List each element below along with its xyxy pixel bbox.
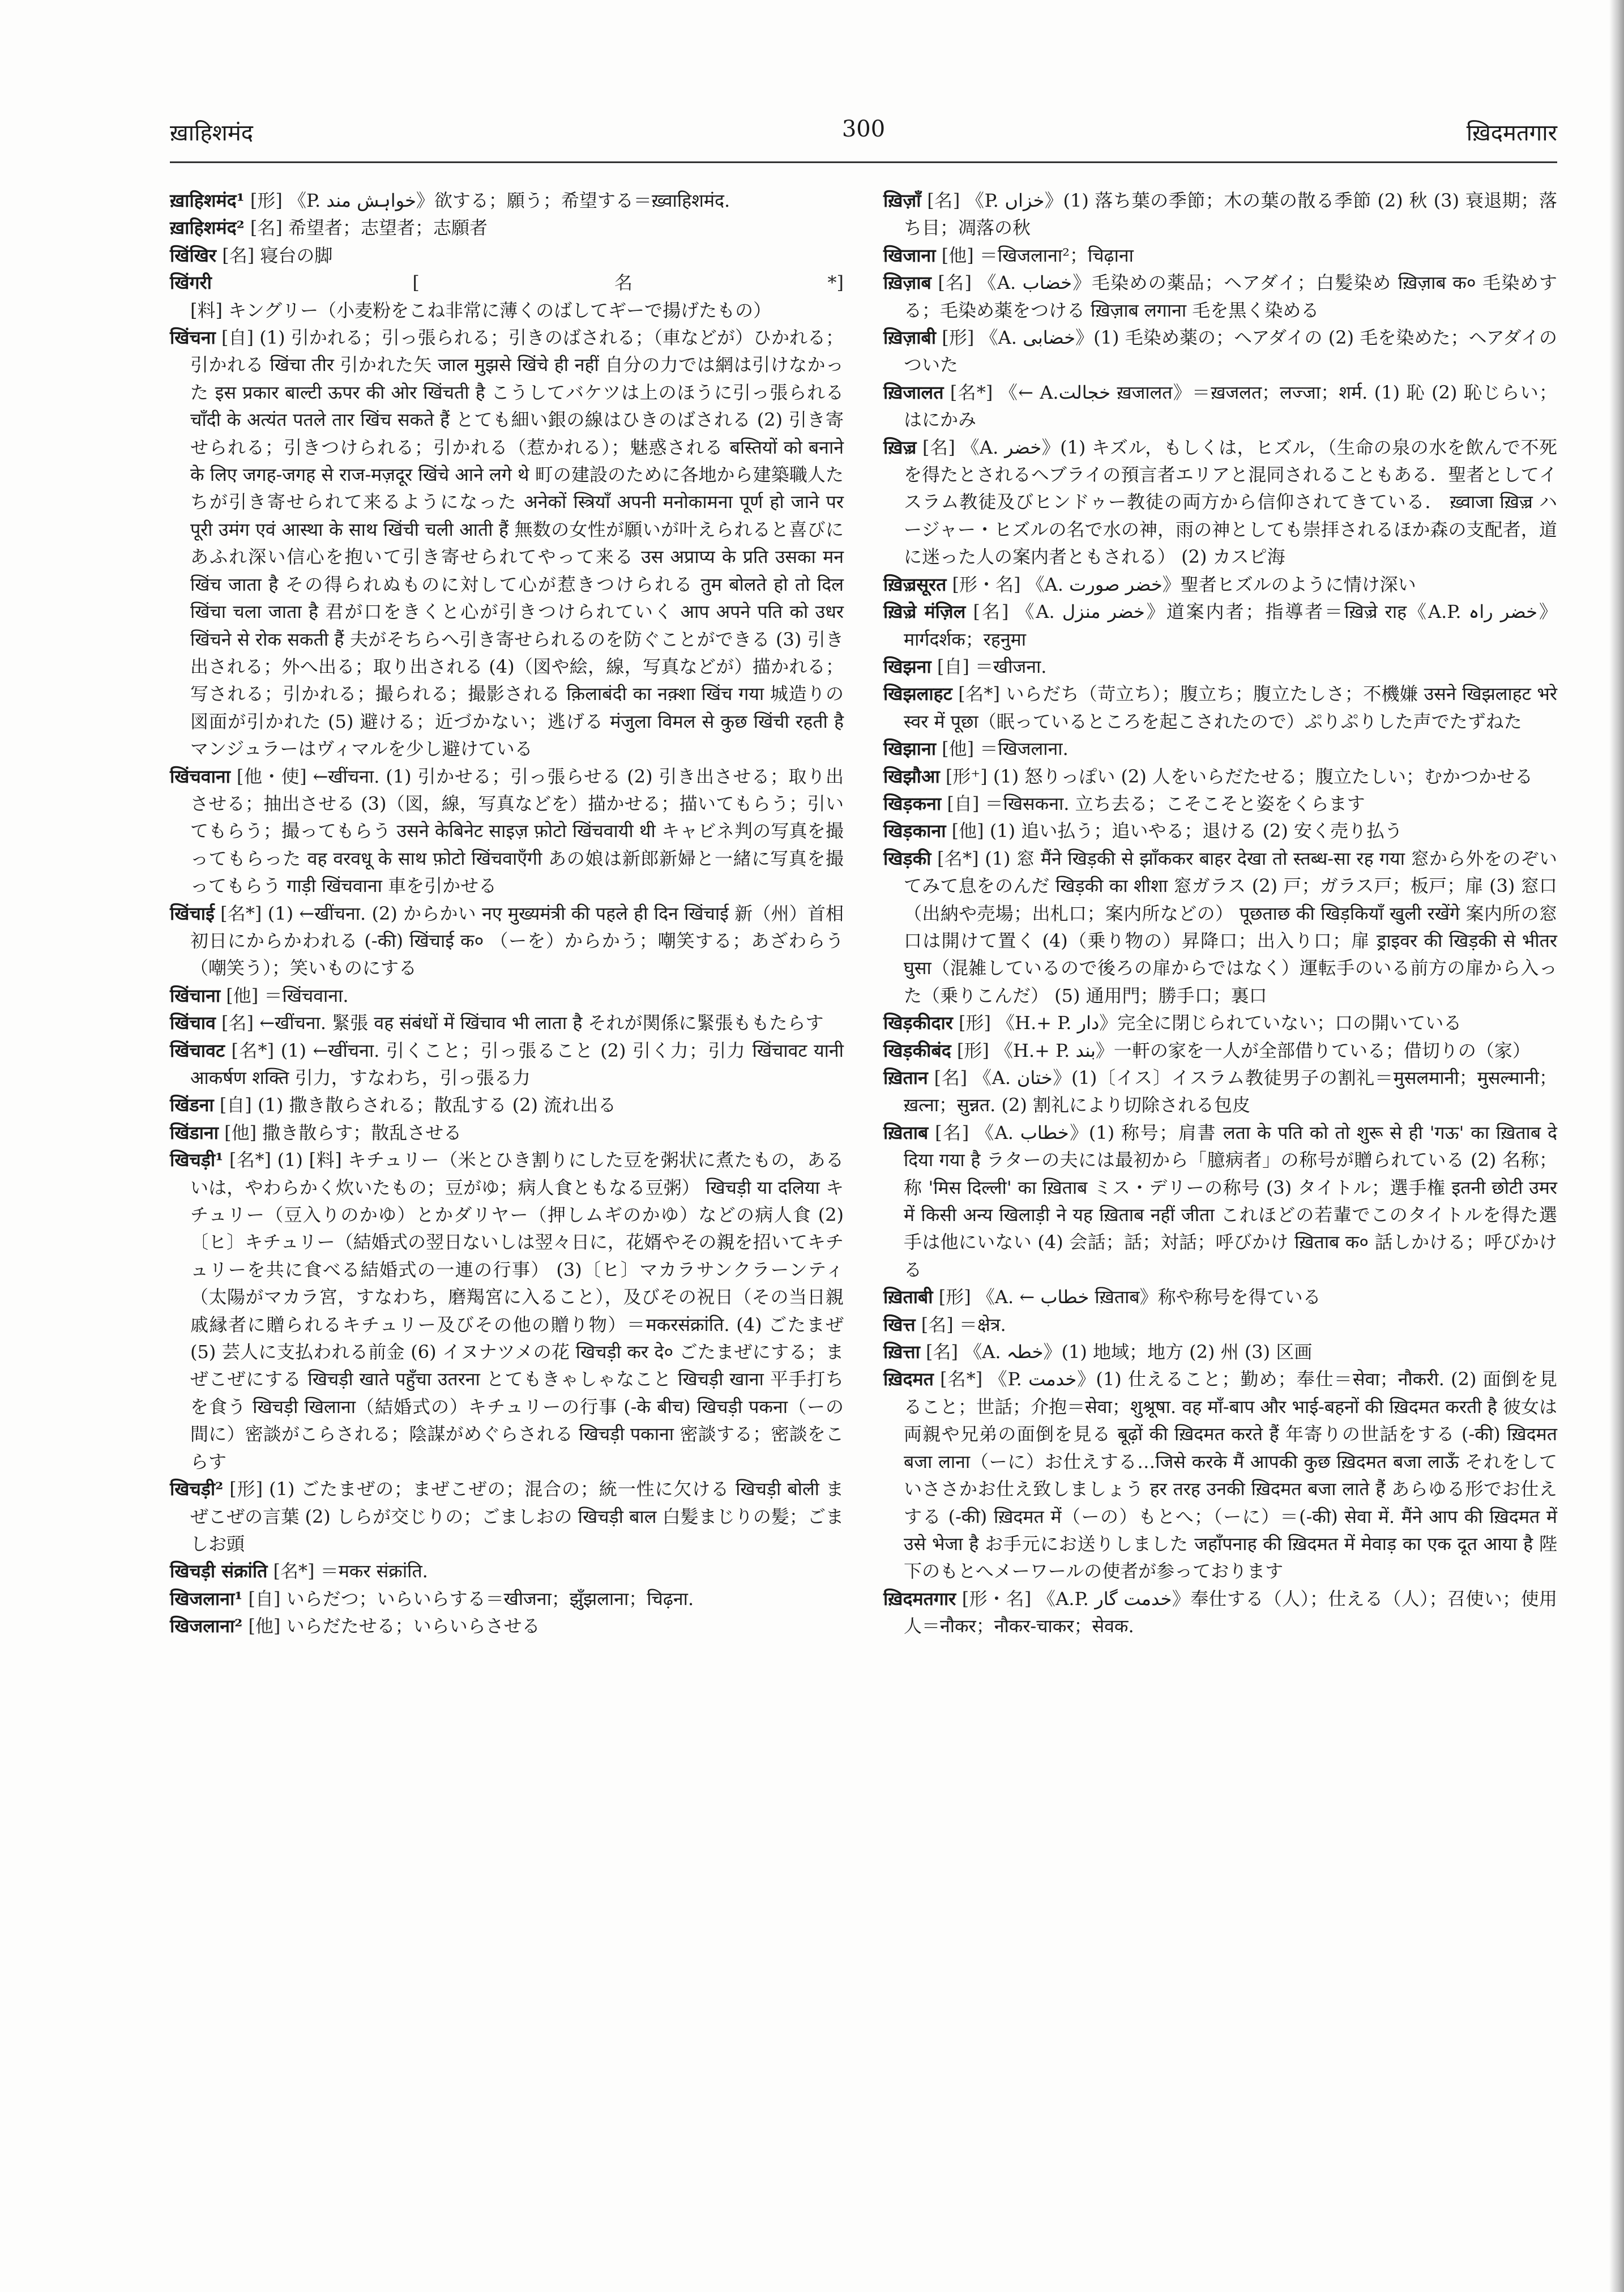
running-header bbox=[170, 116, 1557, 161]
dictionary-entry bbox=[883, 1365, 1557, 1585]
entry-grammar: [形] bbox=[938, 1286, 971, 1308]
entry-grammar: [名] bbox=[926, 1341, 959, 1363]
entry-definition: (1) [料] キチュリー（米とひき割りにした豆を粥状に煮たもの，あるいは，やわらかく炊いたもの；豆がゆ；病人食ともなる豆粥） खिचड़ी या दलिया キチュリー（豆入りのかゆ）とかダリヤー（押しムギのかゆ）などの病人食 (2)〔ヒ〕キチュリー（結婚式の翌日ないしは翌々日に，花婿やその親を招いてキチュリーを共に食べる結婚式の一連の行事） (3)〔ヒ〕マカラサンクラーンティ（太陽がマカラ宮，すなわち，磨羯宮に入ること），及びその祝日（その当日親戚縁者に贈られるキチュリー及びその他の贈り物）＝मकरसंक्रांति. (4) ごたまぜ (5) 芸人に支払われる前金 (6) イヌナツメの花 खिचड़ी कर दे० ごたまぜにする；まぜこぜにする खिचड़ी खाते पहुँचा उतरना とてもきゃしゃなこと खिचड़ी खाना 平手打ちを食う खिचड़ी खिलाना（結婚式の）キチュリーの行事 (-के बीच) खिचड़ी पकना（ーの間に）密談がこらされる；陰謀がめぐらされる खिचड़ी पकाना 密談する；密談をこらす bbox=[190, 1149, 844, 1472]
entry-grammar: [名*] bbox=[273, 1560, 315, 1582]
entry-headword: ख़ाहिशमंद¹ bbox=[170, 190, 245, 211]
entry-grammar: [形] bbox=[250, 190, 283, 211]
dictionary-entry bbox=[883, 187, 1557, 242]
entry-definition: 《A. ← خطاب ख़िताब》称や称号を得ている bbox=[976, 1286, 1321, 1308]
entry-headword: ख़िजालत bbox=[883, 381, 944, 403]
entry-definition: いらだたせる；いらいらさせる bbox=[286, 1615, 540, 1637]
entry-definition: 《A. خضر صورت》聖者ヒズルのように情け深い bbox=[1026, 573, 1416, 595]
entry-headword: खिजलाना¹ bbox=[170, 1587, 243, 1610]
dictionary-entry bbox=[883, 1064, 1557, 1119]
entry-headword: खिंगरी bbox=[170, 272, 212, 294]
entry-definition: (1) 撒き散らされる；散乱する (2) 流れ出る bbox=[257, 1094, 617, 1116]
dictionary-entry bbox=[170, 324, 844, 763]
entry-grammar: [形⁺] bbox=[945, 765, 988, 787]
dictionary-entry bbox=[170, 1037, 844, 1092]
entry-grammar: [名*] bbox=[937, 847, 979, 869]
entry-definition: 《P. خواہش مند》欲する；願う；希望する＝ख़्वाहिशमंद. bbox=[288, 190, 730, 211]
dictionary-entry bbox=[170, 1585, 844, 1612]
entry-grammar: [名] bbox=[935, 1121, 969, 1143]
dictionary-entry bbox=[883, 571, 1557, 598]
entry-definition: ＝क्षेत्र. bbox=[959, 1313, 1006, 1335]
entry-headword: खिड़की bbox=[883, 847, 931, 869]
dictionary-entry bbox=[170, 1119, 844, 1146]
entry-definition: 撒き散らす；散乱させる bbox=[262, 1121, 462, 1143]
entry-grammar: [他] bbox=[224, 1121, 257, 1143]
entry-definition: 《A. خضابی》(1) 毛染め薬の；ヘアダイの (2) 毛を染めた；ヘアダイのついた bbox=[904, 327, 1558, 376]
entry-grammar: [名*] bbox=[231, 1039, 275, 1061]
entry-definition: 寝台の脚 bbox=[260, 244, 333, 266]
entry-definition: いらだつ；いらいらする＝खीजना；झुँझलाना；चिढ़ना. bbox=[286, 1587, 694, 1610]
entry-grammar: [他・使] bbox=[236, 765, 307, 787]
entry-headword: ख़िज़्र bbox=[883, 436, 917, 458]
entry-grammar: [自] bbox=[221, 327, 254, 349]
entry-headword: खिचड़ी¹ bbox=[170, 1149, 224, 1171]
entry-headword: खिझलाहट bbox=[883, 683, 952, 705]
entry-headword: खिझना bbox=[883, 655, 931, 677]
header-rule bbox=[170, 161, 1557, 163]
entry-definition: 《P. خدمت》(1) 仕えること；勤め；奉仕＝सेवा；नौकरी. (2) 面倒を見ること；世話；介抱＝सेवा；शुश्रूषा. वह माँ-बाप और भाई-बहनों की ख़िदमत करती है 彼女は両親や兄弟の面倒を見る बूढ़ों की ख़िदमत करते हैं 年寄りの世話をする (-की) ख़िदमत बजा लाना（ーに）お仕えする…जिसे करके मैं आपकी कुछ ख़िदमत बजा लाऊँ それをしていささかお仕え致しましょう हर तरह उनकी ख़िदमत बजा लाते हैं あらゆる形でお仕えする (-की) ख़िदमत में（ーの）もとへ；（ーに）＝(-की) सेवा में. मैंने आप की ख़िदमत में उसे भेजा है お手元にお送りしました जहाँपनाह की ख़िदमत में मेवाड़ का एक दूत आया है 陛下のもとへメーワールの使者が参っております bbox=[904, 1368, 1557, 1582]
entry-headword: ख़ितान bbox=[883, 1067, 928, 1089]
dictionary-entry bbox=[883, 817, 1557, 844]
entry-grammar: [他] bbox=[951, 820, 984, 842]
entry-headword: खिजलाना² bbox=[170, 1615, 243, 1637]
entry-grammar: [自] bbox=[219, 1094, 252, 1116]
dictionary-entry bbox=[883, 324, 1557, 379]
entry-definition: ＝मकर संक्रांति. bbox=[320, 1560, 428, 1582]
entry-grammar: [名*] bbox=[958, 683, 1000, 705]
left-column bbox=[170, 187, 844, 1640]
entry-grammar: [形・名] bbox=[961, 1587, 1032, 1610]
entry-grammar: [自] bbox=[248, 1587, 281, 1610]
entry-grammar: [名*] bbox=[412, 272, 844, 294]
entry-grammar: [形] bbox=[942, 327, 975, 349]
entry-headword: ख़िताबी bbox=[883, 1286, 933, 1308]
entry-grammar: [名] bbox=[973, 601, 1009, 623]
page-edge-shadow bbox=[1609, 0, 1624, 2292]
dictionary-entry bbox=[883, 790, 1557, 817]
entry-headword: खिंचवाना bbox=[170, 765, 230, 787]
entry-headword: ख़िताब bbox=[883, 1121, 929, 1143]
entry-definition: (1) 追い払う；追いやる；退ける (2) 安く売り払う bbox=[989, 820, 1403, 842]
entry-headword: खिंचना bbox=[170, 327, 216, 349]
entry-definition: 《P. خزاں》(1) 落ち葉の季節；木の葉の散る季節 (2) 秋 (3) 衰退期；落ち目；凋落の秋 bbox=[904, 190, 1558, 239]
entry-grammar: [名] bbox=[921, 1313, 954, 1335]
page-number: 300 bbox=[841, 116, 886, 142]
dictionary-entry bbox=[883, 242, 1557, 269]
entry-grammar: [名] bbox=[922, 436, 955, 458]
entry-definition: (1) 窓 मैंने खिड़की से झाँककर बाहर देखा तो स्तब्ध-सा रह गया 窓から外をのぞいてみて息をのんだ खिड़की का शीशा 窓ガラス (2) 戸；ガラス戸；板戸；扉 (3) 窓口（出納や売場；出札口；案内所などの） पूछताछ की खिड़कियाँ खुली रखेंगे 案内所の窓口は開けて置く (4)（乗り物の）昇降口；出入り口；扉 ड्राइवर की खिड़की से भीतर घुसा（混雑しているので後ろの扉からではなく）運転手のいる前方の扉から入った（乗りこんだ） (5) 通用門；勝手口；裏口 bbox=[904, 847, 1557, 1006]
entry-definition: (1) 引かれる；引っ張られる；引きのばされる；（車などが）ひかれる；引かれる खिंचा तीर 引かれた矢 जाल मुझसे खिंचे ही नहीं 自分の力では網は引けなかった इस प्रकार बाल्टी ऊपर की ओर खिंचती है こうしてバケツは上のほうに引っ張られる चाँदी के अत्यंत पतले तार खिंच सकते हैं とても細い銀の線はひきのばされる (2) 引き寄せられる；引きつけられる；引かれる（惹かれる）；魅惑される बस्तियों को बनाने के लिए जगह-जगह से राज-मज़दूर खिंचे आने लगे थे 町の建設のために各地から建築職人たちが引き寄せられて来るようになった अनेकों स्त्रियाँ अपनी मनोकामना पूर्ण हो जाने पर पूरी उमंग एवं आस्था के साथ खिंची चली आती हैं 無数の女性が願いが叶えられると喜びにあふれ深い信心を抱いて引き寄せられてやって来る उस अप्राप्य के प्रति उसका मन खिंच जाता है その得られぬものに対して心が惹きつけられる तुम बोलते हो तो दिल खिंचा चला जाता है 君が口をきくと心が引きつけられていく आप अपने पति को उधर खिंचने से रोक सकती हैं 夫がそちらへ引き寄せられるのを防ぐことができる (3) 引き出される；外へ出る；取り出される (4)（図や絵，線，写真などが）描かれる；写される；引かれる；撮られる；撮影される क़िलाबंदी का नक़्शा खिंच गया 城造りの図面が引かれた (5) 避ける；近づかない；逃げる मंजुला विमल से कुछ खिंची रहती है マンジュラーはヴィマルを少し避けている bbox=[190, 327, 844, 760]
entry-grammar: [名*] bbox=[220, 902, 262, 924]
dictionary-entry bbox=[170, 900, 844, 982]
entry-headword: खिंचाव bbox=[170, 1012, 216, 1034]
dictionary-entry bbox=[883, 1338, 1557, 1365]
entry-definition: 《A.P. خدمت گار》奉仕する（人）；仕える（人）；召使い；使用人＝नौकर；नौकर-चाकर；सेवक. bbox=[904, 1587, 1557, 1637]
entry-definition: 《A. خضر》(1) キズル，もしくは，ヒズル，（生命の泉の水を飲んで不死を得たとされるヘブライの預言者エリアと混同されることもある．聖者としてイスラム教徒及びヒンドゥー教徒の両方から信仰されてきている． ख़्वाजा ख़िज़्र ハージャー・ヒズルの名で水の神，雨の神としても崇拝されるほか森の支配者，道に迷った人の案内者ともされる） (2) カスピ海 bbox=[904, 436, 1557, 568]
entry-headword: खिंचाना bbox=[170, 984, 221, 1006]
entry-definition: ＝खीजना. bbox=[975, 655, 1047, 677]
dictionary-entry bbox=[170, 982, 844, 1009]
entry-headword: ख़िज़ाबी bbox=[883, 327, 937, 349]
dictionary-entry bbox=[883, 763, 1557, 790]
entry-grammar: [自] bbox=[947, 792, 980, 814]
entry-definition: 《A. ختان》(1)〔イス〕イスラム教徒男子の割礼＝मुसलमानी；मुसल्मानी；ख़त्ना；सुन्नत. (2) 割礼により切除される包皮 bbox=[904, 1067, 1557, 1116]
entry-grammar: [自] bbox=[937, 655, 969, 677]
entry-grammar: [名] bbox=[221, 1012, 254, 1034]
dictionary-entry bbox=[883, 845, 1557, 1009]
entry-headword: खित्त bbox=[883, 1313, 916, 1335]
entry-grammar: [名] bbox=[934, 1067, 968, 1089]
entry-grammar: [名] bbox=[222, 244, 255, 266]
entry-headword: ख़िज़्रे मंज़िल bbox=[883, 601, 966, 623]
entry-definition: ←खींचना. (1) 引かせる；引っ張らせる (2) 引き出させる；取り出させる；抽出させる (3)（図，線，写真などを）描かせる；描いてもらう；引いてもらう；撮ってもらう उसने केबिनेट साइज़ फ़ोटो खिंचवायी थी キャビネ判の写真を撮ってもらった वह वरवधू के साथ फ़ोटो खिंचवाएँगी あの娘は新郎新婦と一緒に写真を撮ってもらう गाड़ी खिंचवाना 車を引かせる bbox=[190, 765, 844, 897]
entry-definition: 希望者；志望者；志願者 bbox=[288, 217, 488, 239]
entry-definition: (1) ←खींचना. 引くこと；引っ張ること (2) 引く力；引力 खिंचावट यानी आकर्षण शक्ति 引力，すなわち，引っ張る力 bbox=[190, 1039, 844, 1089]
entry-headword: खिंडना bbox=[170, 1094, 214, 1116]
entry-grammar: [名] bbox=[927, 190, 960, 211]
dictionary-entry bbox=[170, 187, 844, 214]
entry-headword: खिड़कीबंद bbox=[883, 1039, 951, 1061]
entry-definition: (1) ごたまぜの；まぜこぜの；混合の；統一性に欠ける खिचड़ी बोली まぜこぜの言葉 (2) しらが交じりの；ごましおの खिचड़ी बाल 白髪まじりの髪；ごましお頭 bbox=[190, 1478, 844, 1555]
entry-grammar: [他] bbox=[226, 984, 259, 1006]
dictionary-entry bbox=[170, 1612, 844, 1640]
entry-headword: खिचड़ी² bbox=[170, 1478, 224, 1500]
dictionary-entry bbox=[170, 1091, 844, 1119]
left-guide-word: ख़ाहिशमंद bbox=[170, 120, 254, 146]
right-column bbox=[883, 187, 1557, 1640]
dictionary-entry bbox=[170, 269, 844, 324]
entry-definition: [料] キングリー（小麦粉をこね非常に薄くのばしてギーで揚げたもの） bbox=[190, 299, 772, 321]
entry-definition: ＝खिसकना. 立ち去る；こそこそと姿をくらます bbox=[985, 792, 1365, 814]
entry-definition: 《← A.خجالت ख़जालत》＝ख़जलत；लज्जा；शर्म. (1) 恥 (2) 恥じらい；はにかみ bbox=[904, 381, 1557, 431]
dictionary-entry bbox=[883, 1585, 1557, 1640]
dictionary-entry bbox=[883, 269, 1557, 324]
entry-headword: खिझौआ bbox=[883, 765, 940, 787]
entry-grammar: [名] bbox=[938, 272, 972, 294]
entry-headword: ख़ाहिशमंद² bbox=[170, 217, 245, 239]
entry-headword: ख़िदमत bbox=[883, 1368, 934, 1390]
entry-grammar: [形・名] bbox=[952, 573, 1021, 595]
dictionary-entry bbox=[883, 680, 1557, 735]
entry-grammar: [形] bbox=[959, 1012, 991, 1034]
dictionary-entry bbox=[883, 434, 1557, 571]
entry-grammar: [他] bbox=[941, 244, 974, 266]
entry-definition: ＝खिजलाना²；चिढ़ाना bbox=[979, 244, 1134, 266]
entry-headword: ख़ित्ता bbox=[883, 1341, 920, 1363]
entry-definition: ＝खिजलाना. bbox=[980, 738, 1069, 760]
entry-grammar: [形] bbox=[229, 1478, 263, 1500]
entry-definition: いらだち（苛立ち）；腹立ち；腹立たしさ；不機嫌 उसने खिझलाहट भरे स्वर में पूछा（眠っているところを起こされたので）ぷりぷりした声でたずねた bbox=[904, 683, 1558, 732]
entry-headword: ख़िज़्रसूरत bbox=[883, 573, 947, 595]
right-guide-word: ख़िदमतगार bbox=[1466, 120, 1557, 146]
dictionary-entry bbox=[170, 214, 844, 241]
entry-headword: खिंडाना bbox=[170, 1121, 219, 1143]
entry-grammar: [形] bbox=[956, 1039, 989, 1061]
entry-definition: 《A. خضر منزل》道案内者；指導者＝ख़िज़्रे राह《A.P. خضر راہ》मार्गदर्शक；रहनुमा bbox=[904, 601, 1557, 650]
entry-headword: खिड़काना bbox=[883, 820, 946, 842]
dictionary-entry bbox=[883, 1311, 1557, 1338]
entry-definition: ＝खिंचवाना. bbox=[264, 984, 349, 1006]
entry-definition: (1) ←खींचना. (2) からかい नए मुख्यमंत्री की पहले ही दिन खिंचाई 新（州）首相初日にからかわれる (-की) खिंचाई क० （ーを）からかう；嘲笑する；あざわらう（嘲笑う）；笑いものにする bbox=[190, 902, 844, 979]
entry-headword: ख़िज़ाँ bbox=[883, 190, 921, 211]
dictionary-entry bbox=[883, 1037, 1557, 1064]
entry-definition: 《H.+ P. دار》完全に閉じられていない；口の開いている bbox=[997, 1012, 1462, 1034]
dictionary-entry bbox=[170, 1475, 844, 1557]
dictionary-entry bbox=[883, 653, 1557, 680]
dictionary-entry bbox=[170, 1009, 844, 1036]
dictionary-entry bbox=[170, 1557, 844, 1585]
dictionary-entry bbox=[170, 242, 844, 269]
dictionary-entry bbox=[883, 379, 1557, 434]
entry-definition: (1) 怒りっぽい (2) 人をいらだたせる；腹立たしい；むかつかせる bbox=[993, 765, 1533, 787]
dictionary-entry bbox=[170, 1146, 844, 1475]
entry-grammar: [他] bbox=[248, 1615, 281, 1637]
entry-headword: खिंचाई bbox=[170, 902, 215, 924]
entry-grammar: [他] bbox=[942, 738, 975, 760]
dictionary-entry bbox=[170, 763, 844, 900]
entry-grammar: [名] bbox=[250, 217, 283, 239]
dictionary-entry bbox=[883, 1283, 1557, 1311]
entry-headword: खिचड़ी संक्रांति bbox=[170, 1560, 268, 1582]
entry-grammar: [名*] bbox=[950, 381, 993, 403]
entry-headword: ख़िदमतगार bbox=[883, 1587, 956, 1610]
entry-headword: खिड़कीदार bbox=[883, 1012, 953, 1034]
entry-headword: खिंचावट bbox=[170, 1039, 225, 1061]
entry-grammar: [名*] bbox=[940, 1368, 983, 1390]
entry-headword: खिजाना bbox=[883, 244, 936, 266]
dictionary-entry bbox=[883, 735, 1557, 762]
entry-definition: 《A. خطاب》(1) 称号；肩書 लता के पति को तो शुरू से ही 'गऊ' का ख़िताब दे दिया गया है ラターの夫には最初から「臆病者」の称号が贈られている (2) 名称；称 'मिस दिल्ली' का ख़िताब ミス・デリーの称号 (3) タイトル；選手権 इतनी छोटी उमर में किसी अन्य खिलाड़ी ने यह ख़िताब नहीं जीता これほどの若輩でこのタイトルを得た選手は他にいない (4) 会話；話；対話；呼びかけ ख़िताब क० 話しかける；呼びかける bbox=[904, 1121, 1557, 1281]
entry-definition: 《H.+ P. بند》一軒の家を一人が全部借りている；借切りの（家） bbox=[995, 1039, 1531, 1061]
dictionary-entry bbox=[883, 1009, 1557, 1036]
entry-definition: 《A. خضاب》毛染めの薬品；ヘアダイ；白髪染め ख़िज़ाब क० 毛染めする；毛染め薬をつける ख़िज़ाब लगाना 毛を黒く染める bbox=[904, 272, 1558, 321]
entry-headword: ख़िज़ाब bbox=[883, 272, 931, 294]
entry-headword: खिड़कना bbox=[883, 792, 942, 814]
entry-grammar: [名*] bbox=[229, 1149, 271, 1171]
entry-definition: 《A. خطہ》(1) 地域；地方 (2) 州 (3) 区画 bbox=[964, 1341, 1313, 1363]
entry-headword: खिझाना bbox=[883, 738, 936, 760]
dictionary-entry bbox=[883, 1119, 1557, 1283]
dictionary-entry bbox=[883, 598, 1557, 653]
entry-headword: खिंखिर bbox=[170, 244, 217, 266]
entry-definition: ←खींचना. 緊張 वह संबंधों में खिंचाव भी लाता है それが関係に緊張ももたらす bbox=[259, 1012, 824, 1034]
